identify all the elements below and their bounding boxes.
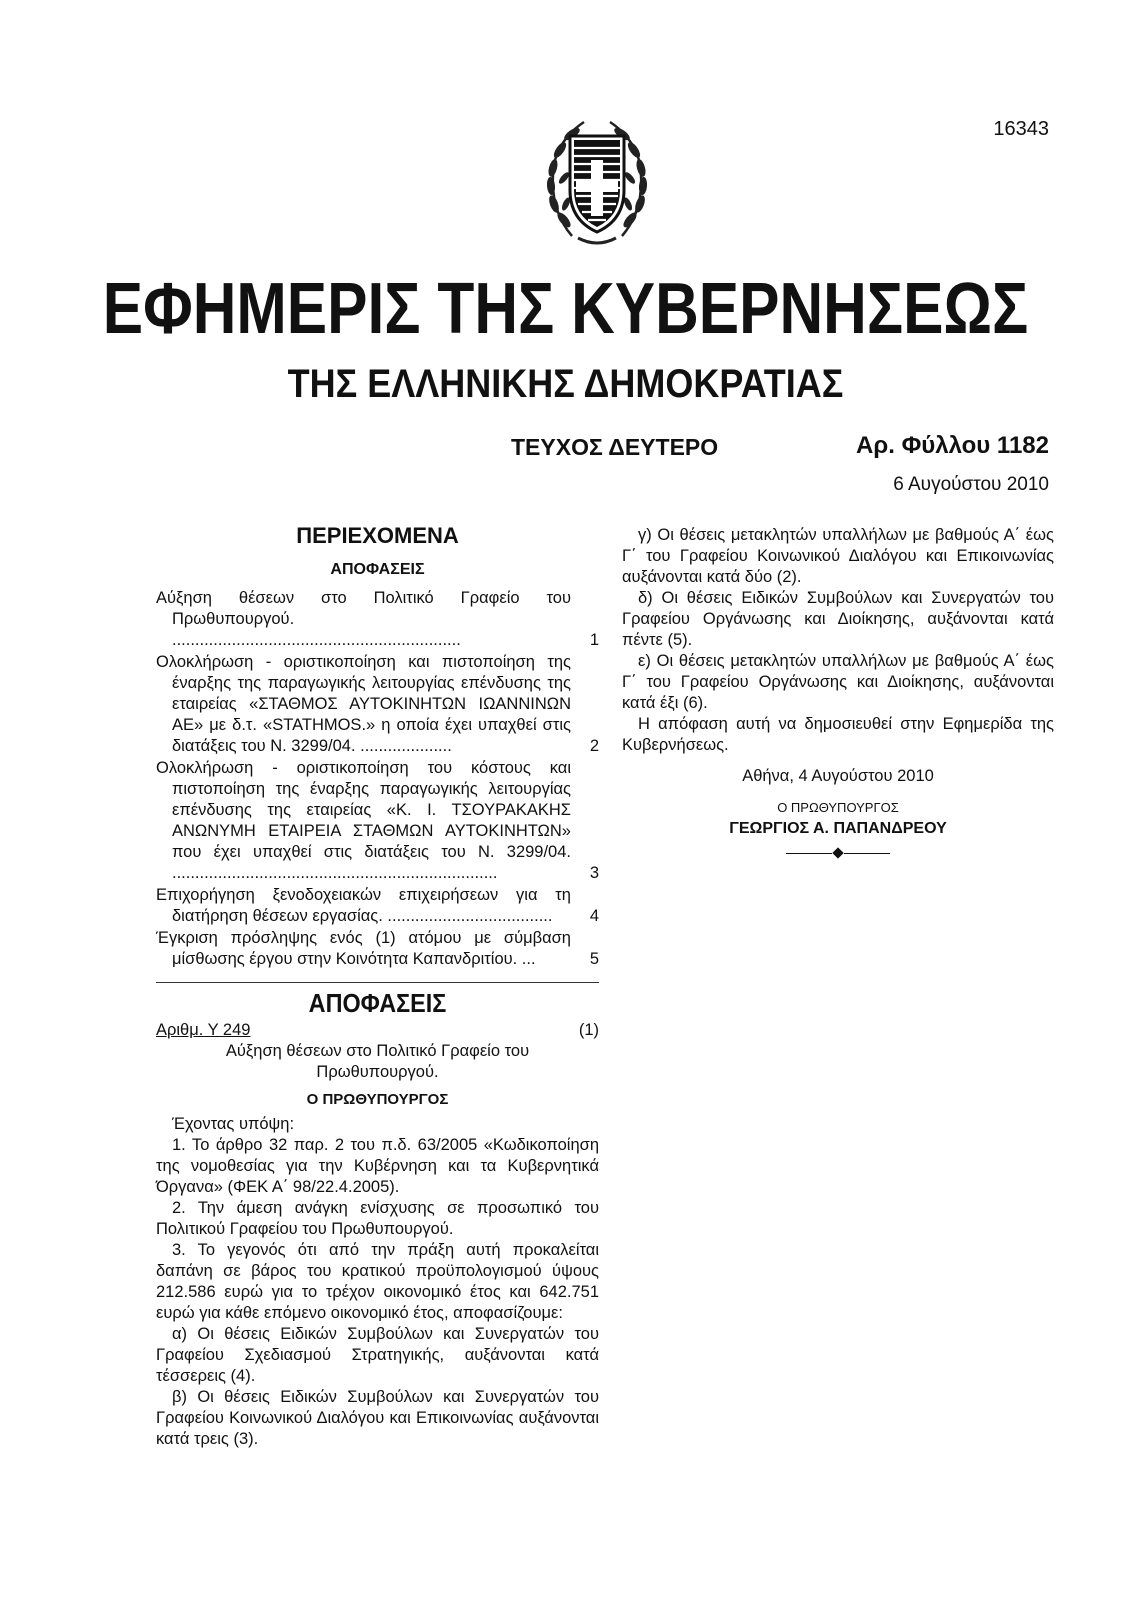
signatory-name: ΓΕΩΡΓΙΟΣ Α. ΠΑΠΑΝΔΡΕΟΥ: [729, 820, 947, 837]
contents-item: [156, 928, 599, 970]
contents-section: ΑΠΟΦΑΣΕΙΣ: [330, 561, 425, 578]
decision-paragraph: 2. Την άμεση ανάγκη ενίσχυσης σε προσωπικό του Πολιτικού Γραφείου του Πρωθυπουργού.: [156, 1199, 599, 1238]
page-number: 16343: [993, 118, 1049, 140]
decision-body-left: [156, 1114, 599, 1450]
contents-item-page: 3: [589, 864, 599, 882]
contents-item: [156, 758, 599, 884]
contents-item-text: Επιχορήγηση ξενοδοχειακών επιχειρήσεων για τη διατήρηση θέσεων εργασίας. ....................................: [156, 886, 571, 925]
contents-item-page: 5: [589, 950, 599, 968]
contents-item-page: 2: [589, 737, 599, 755]
gazette-subtitle: ΤΗΣ ΕΛΛΗΝΙΚΗΣ ΔΗΜΟΚΡΑΤΙΑΣ: [287, 362, 844, 406]
decision-header: [156, 1020, 599, 1041]
decisions-title: ΑΠΟΦΑΣΕΙΣ: [308, 988, 447, 1018]
contents-item-page: 1: [589, 631, 599, 649]
decision-paragraph: 3. Το γεγονός ότι από την πράξη αυτή προκαλείται δαπάνη σε βάρος του κρατικού προϋπολογισμού ύψους 212.586 ευρώ για το τρέχον οικονομικό έτος και 642.751 ευρώ για κάθε επόμενο οικονομικό έτος, αποφασίζουμε:: [156, 1241, 599, 1322]
decision-reference: Αριθμ. Υ 249: [156, 1021, 251, 1039]
contents-item-text: Έγκριση πρόσληψης ενός (1) ατόμου με σύμβαση μίσθωσης έργου στην Κοινότητα Καπανδριτίου. ...: [156, 929, 571, 968]
decision-index: (1): [578, 1021, 599, 1039]
decision-subject: Αύξηση θέσεων στο Πολιτικό Γραφείο του Πρωθυπουργού.: [225, 1042, 530, 1081]
issue-row: [0, 434, 1131, 468]
gazette-title: ΕΦΗΜΕΡΙΣ ΤΗΣ ΚΥΒΕΡΝΗΣΕΩΣ: [102, 269, 1029, 349]
decision-paragraph: δ) Οι θέσεις Ειδικών Συμβούλων και Συνεργατών του Γραφείου Οργάνωσης και Διοίκησης, αυξάνονται κατά πέντε (5).: [622, 589, 1054, 649]
decision-paragraph: γ) Οι θέσεις μετακλητών υπαλλήλων με βαθμούς Α΄ έως Γ΄ του Γραφείου Κοινωνικού Διαλόγου και Επικοινωνίας αυξάνονται κατά δύο (2).: [622, 526, 1054, 586]
decision-paragraph: Η απόφαση αυτή να δημοσιευθεί στην Εφημερίδα της Κυβερνήσεως.: [622, 715, 1054, 754]
contents-item: [156, 652, 599, 757]
contents-list: [156, 588, 599, 970]
contents-item-text: Ολοκλήρωση - οριστικοποίηση και πιστοποίηση της έναρξης της παραγωγικής λειτουργίας επένδυσης της εταιρείας «ΣΤΑΘΜΟΣ ΑΥΤΟΚΙΝΗΤΩΝ ΙΩΑΝΝΙΝΩΝ ΑΕ» με δ.τ. «STATHMOS.» η οποία έχει υπαχθεί στις διατάξεις του Ν. 3299/04. ....................: [156, 653, 571, 755]
decision-paragraph: β) Οι θέσεις Ειδικών Συμβούλων και Συνεργατών του Γραφείου Κοινωνικού Διαλόγου και Επικοινωνίας αυξάνονται κατά τρεις (3).: [156, 1388, 599, 1448]
decision-paragraph: Έχοντας υπόψη:: [172, 1115, 295, 1133]
signatory-role: Ο ΠΡΩΘΥΠΟΥΡΓΟΣ: [777, 800, 899, 815]
contents-item: [156, 885, 599, 927]
issue-date: 6 Αυγούστου 2010: [893, 474, 1049, 495]
place-date: Αθήνα, 4 Αυγούστου 2010: [742, 767, 934, 785]
contents-title: ΠΕΡΙΕΧΟΜΕΝΑ: [296, 523, 459, 548]
issue-number: Αρ. Φύλλου 1182: [856, 432, 1049, 459]
decision-paragraph: ε) Οι θέσεις μετακλητών υπαλλήλων με βαθμούς Α΄ έως Γ΄ του Γραφείου Οργάνωσης και Διοίκησης, αυξάνονται κατά έξι (6).: [622, 652, 1054, 712]
contents-item-text: Ολοκλήρωση - οριστικοποίηση του κόστους και πιστοποίηση της έναρξης παραγωγικής λειτουργίας επένδυσης της εταιρείας «Κ. Ι. ΤΣΟΥΡΑΚΑΚΗΣ ΑΝΩΝΥΜΗ ΕΤΑΙΡΕΙΑ ΣΤΑΘΜΩΝ ΑΥΤΟΚΙΝΗΤΩΝ» που έχει υπαχθεί στις διατάξεις του Ν. 3299/04. .......................................................................: [156, 759, 571, 882]
coat-of-arms-emblem: [542, 108, 652, 250]
decision-paragraph: 1. Το άρθρο 32 παρ. 2 του π.δ. 63/2005 «Κωδικοποίηση της νομοθεσίας για την Κυβέρνηση και τα Κυβερνητικά Όργανα» (ΦΕΚ Α΄ 98/22.4.2005).: [156, 1136, 599, 1196]
contents-item: [156, 588, 599, 651]
decision-paragraph: α) Οι θέσεις Ειδικών Συμβούλων και Συνεργατών του Γραφείου Σχεδιασμού Στρατηγικής, αυξάνονται κατά τέσσερεις (4).: [156, 1325, 599, 1385]
contents-item-page: 4: [589, 907, 599, 925]
issue-series: ΤΕΥΧΟΣ ΔΕΥΤΕΡΟ: [511, 434, 719, 460]
contents-item-text: Αύξηση θέσεων στο Πολιτικό Γραφείο του Πρωθυπουργού. ...............................................................: [156, 589, 571, 649]
end-of-decision-mark: [622, 849, 1054, 857]
decision-issuer: Ο ΠΡΩΘΥΠΟΥΡΓΟΣ: [306, 1091, 449, 1108]
right-column: [622, 525, 1054, 857]
left-column: [156, 525, 599, 1450]
section-divider: [156, 982, 599, 983]
